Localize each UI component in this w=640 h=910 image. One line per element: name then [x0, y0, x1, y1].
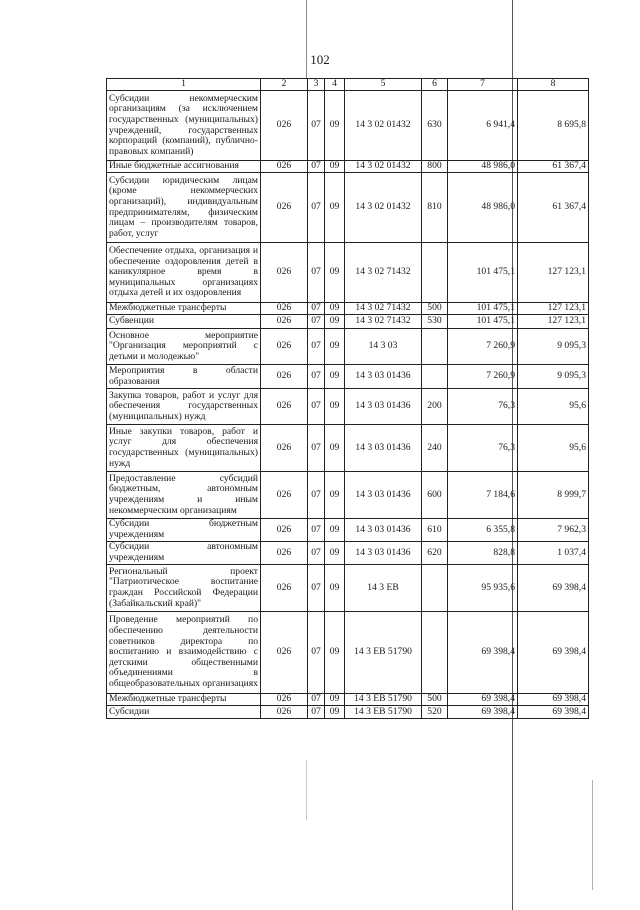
scan-artifact-line	[306, 0, 307, 78]
ministry-code: 026	[261, 694, 308, 706]
expense-type-code: 620	[422, 542, 448, 565]
section-code: 07	[308, 519, 325, 542]
table-row	[107, 161, 589, 173]
amount-col8: 1 037,4	[518, 542, 589, 565]
header-cell: 6	[422, 79, 448, 91]
target-article-code: 14 3 EB	[345, 565, 422, 612]
subsection-code: 09	[325, 365, 345, 389]
subsection-code: 09	[325, 612, 345, 694]
expense-type-code	[422, 243, 448, 303]
amount-col7: 48 986,0	[448, 161, 518, 173]
ministry-code: 026	[261, 161, 308, 173]
section-code: 07	[308, 303, 325, 315]
amount-col8: 95,6	[518, 389, 589, 425]
row-name: Межбюджетные трансферты	[107, 694, 261, 706]
section-code: 07	[308, 389, 325, 425]
amount-col7: 48 986,0	[448, 173, 518, 243]
section-code: 07	[308, 706, 325, 719]
ministry-code: 026	[261, 706, 308, 719]
ministry-code: 026	[261, 425, 308, 472]
section-code: 07	[308, 425, 325, 472]
header-cell: 3	[308, 79, 325, 91]
expense-type-code	[422, 365, 448, 389]
target-article-code: 14 3 02 01432	[345, 173, 422, 243]
section-code: 07	[308, 161, 325, 173]
expense-type-code: 520	[422, 706, 448, 719]
table-row	[107, 329, 589, 365]
amount-col8: 127 123,1	[518, 315, 589, 329]
table-row	[107, 694, 589, 706]
amount-col8: 9 095,3	[518, 329, 589, 365]
subsection-code: 09	[325, 542, 345, 565]
amount-col7: 69 398,4	[448, 694, 518, 706]
subsection-code: 09	[325, 91, 345, 161]
subsection-code: 09	[325, 706, 345, 719]
section-code: 07	[308, 243, 325, 303]
amount-col8: 69 398,4	[518, 706, 589, 719]
row-name: Основное мероприятие "Организация мероприятий с детьми и молодежью"	[107, 329, 261, 365]
subsection-code: 09	[325, 329, 345, 365]
ministry-code: 026	[261, 612, 308, 694]
row-name: Субсидии	[107, 706, 261, 719]
expense-type-code	[422, 329, 448, 365]
header-cell: 1	[107, 79, 261, 91]
target-article-code: 14 3 03 01436	[345, 365, 422, 389]
table-body	[107, 91, 589, 719]
amount-col7: 69 398,4	[448, 612, 518, 694]
table-header-row	[107, 79, 589, 91]
row-name: Иные закупки товаров, работ и услуг для обеспечения государственных (муниципальных) нужд	[107, 425, 261, 472]
table-row	[107, 565, 589, 612]
ministry-code: 026	[261, 303, 308, 315]
target-article-code: 14 3 02 71432	[345, 315, 422, 329]
amount-col8: 95,6	[518, 425, 589, 472]
table-row	[107, 425, 589, 472]
header-cell: 4	[325, 79, 345, 91]
ministry-code: 026	[261, 365, 308, 389]
amount-col8: 61 367,4	[518, 161, 589, 173]
table-row	[107, 542, 589, 565]
expense-type-code: 630	[422, 91, 448, 161]
amount-col7: 7 184,6	[448, 472, 518, 519]
row-name: Региональный проект "Патриотическое воспитание граждан Российской Федерации (Забайкальский край)"	[107, 565, 261, 612]
target-article-code: 14 3 EB 51790	[345, 694, 422, 706]
subsection-code: 09	[325, 519, 345, 542]
expense-type-code: 610	[422, 519, 448, 542]
table-row	[107, 519, 589, 542]
target-article-code: 14 3 03 01436	[345, 389, 422, 425]
expense-type-code: 530	[422, 315, 448, 329]
ministry-code: 026	[261, 329, 308, 365]
ministry-code: 026	[261, 542, 308, 565]
amount-col7: 6 941,4	[448, 91, 518, 161]
amount-col8: 127 123,1	[518, 243, 589, 303]
target-article-code: 14 3 03 01436	[345, 472, 422, 519]
section-code: 07	[308, 565, 325, 612]
subsection-code: 09	[325, 472, 345, 519]
row-name: Субсидии некоммерческим организациям (за исключением государственных (муниципальных) учреждений, государственных корпораций (компаний), публично-правовых компаний)	[107, 91, 261, 161]
section-code: 07	[308, 329, 325, 365]
header-cell: 2	[261, 79, 308, 91]
target-article-code: 14 3 02 01432	[345, 161, 422, 173]
header-cell: 8	[518, 79, 589, 91]
amount-col7: 6 355,8	[448, 519, 518, 542]
amount-col7: 69 398,4	[448, 706, 518, 719]
row-name: Субсидии автономным учреждениям	[107, 542, 261, 565]
table-row	[107, 91, 589, 161]
expense-type-code: 240	[422, 425, 448, 472]
section-code: 07	[308, 612, 325, 694]
amount-col8: 69 398,4	[518, 565, 589, 612]
row-name: Межбюджетные трансферты	[107, 303, 261, 315]
expense-type-code	[422, 565, 448, 612]
row-name: Субсидии юридическим лицам (кроме некоммерческих организаций), индивидуальным предпринимателям, физическим лицам – производителям товаров, работ, услуг	[107, 173, 261, 243]
row-name: Обеспечение отдыха, организация и обеспечение оздоровления детей в каникулярное время в муниципальных организациях отдыха детей и их оздоровления	[107, 243, 261, 303]
subsection-code: 09	[325, 161, 345, 173]
subsection-code: 09	[325, 303, 345, 315]
ministry-code: 026	[261, 565, 308, 612]
amount-col8: 7 962,3	[518, 519, 589, 542]
ministry-code: 026	[261, 243, 308, 303]
expense-type-code: 810	[422, 173, 448, 243]
ministry-code: 026	[261, 519, 308, 542]
header-cell: 7	[448, 79, 518, 91]
target-article-code: 14 3 03 01436	[345, 519, 422, 542]
section-code: 07	[308, 542, 325, 565]
subsection-code: 09	[325, 694, 345, 706]
subsection-code: 09	[325, 565, 345, 612]
table-row	[107, 472, 589, 519]
target-article-code: 14 3 03	[345, 329, 422, 365]
section-code: 07	[308, 173, 325, 243]
target-article-code: 14 3 02 71432	[345, 303, 422, 315]
amount-col7: 101 475,1	[448, 243, 518, 303]
amount-col7: 828,8	[448, 542, 518, 565]
row-name: Иные бюджетные ассигнования	[107, 161, 261, 173]
target-article-code: 14 3 03 01436	[345, 542, 422, 565]
ministry-code: 026	[261, 91, 308, 161]
amount-col8: 61 367,4	[518, 173, 589, 243]
target-article-code: 14 3 02 71432	[345, 243, 422, 303]
amount-col8: 69 398,4	[518, 694, 589, 706]
row-name: Проведение мероприятий по обеспечению деятельности советников директора по воспитанию и взаимодействию с детскими общественными объединениями в общеобразовательных организациях	[107, 612, 261, 694]
table-row	[107, 303, 589, 315]
page-number: 102	[310, 52, 330, 67]
header-cell: 5	[345, 79, 422, 91]
amount-col7: 95 935,6	[448, 565, 518, 612]
amount-col8: 69 398,4	[518, 612, 589, 694]
amount-col7: 7 260,9	[448, 329, 518, 365]
row-name: Предоставление субсидий бюджетным, автономным учреждениям и иным некоммерческим организациям	[107, 472, 261, 519]
table-row	[107, 315, 589, 329]
ministry-code: 026	[261, 315, 308, 329]
subsection-code: 09	[325, 389, 345, 425]
expense-type-code: 200	[422, 389, 448, 425]
row-name: Субсидии бюджетным учреждениям	[107, 519, 261, 542]
amount-col7: 101 475,1	[448, 315, 518, 329]
amount-col8: 8 695,8	[518, 91, 589, 161]
section-code: 07	[308, 694, 325, 706]
amount-col8: 127 123,1	[518, 303, 589, 315]
ministry-code: 026	[261, 173, 308, 243]
section-code: 07	[308, 472, 325, 519]
ministry-code: 026	[261, 472, 308, 519]
expense-type-code: 600	[422, 472, 448, 519]
expense-type-code: 800	[422, 161, 448, 173]
target-article-code: 14 3 EB 51790	[345, 612, 422, 694]
ministry-code: 026	[261, 389, 308, 425]
target-article-code: 14 3 03 01436	[345, 425, 422, 472]
target-article-code: 14 3 EB 51790	[345, 706, 422, 719]
subsection-code: 09	[325, 425, 345, 472]
expense-type-code: 500	[422, 694, 448, 706]
amount-col8: 8 999,7	[518, 472, 589, 519]
section-code: 07	[308, 91, 325, 161]
table-row	[107, 389, 589, 425]
scan-artifact-line	[306, 760, 307, 820]
expense-type-code	[422, 612, 448, 694]
section-code: 07	[308, 315, 325, 329]
subsection-code: 09	[325, 315, 345, 329]
table-row	[107, 706, 589, 719]
amount-col7: 7 260,9	[448, 365, 518, 389]
amount-col8: 9 095,3	[518, 365, 589, 389]
scan-artifact-line	[592, 780, 593, 890]
table-row	[107, 612, 589, 694]
budget-table	[106, 78, 589, 719]
expense-type-code: 500	[422, 303, 448, 315]
target-article-code: 14 3 02 01432	[345, 91, 422, 161]
table-row	[107, 243, 589, 303]
amount-col7: 101 475,1	[448, 303, 518, 315]
subsection-code: 09	[325, 243, 345, 303]
row-name: Мероприятия в области образования	[107, 365, 261, 389]
amount-col7: 76,3	[448, 425, 518, 472]
amount-col7: 76,3	[448, 389, 518, 425]
table-row	[107, 173, 589, 243]
subsection-code: 09	[325, 173, 345, 243]
table-row	[107, 365, 589, 389]
section-code: 07	[308, 365, 325, 389]
row-name: Закупка товаров, работ и услуг для обеспечения государственных (муниципальных) нужд	[107, 389, 261, 425]
row-name: Субвенции	[107, 315, 261, 329]
